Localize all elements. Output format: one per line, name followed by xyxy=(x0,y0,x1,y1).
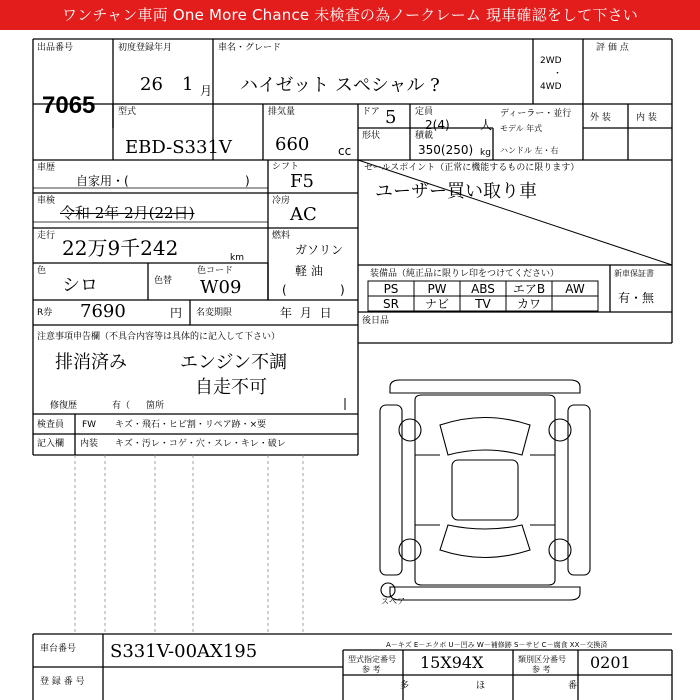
fuel-paren-open: ( xyxy=(282,283,287,297)
inspector-label: 検査員 xyxy=(37,420,65,430)
lot-number: 7065 xyxy=(42,92,96,119)
displacement-value: 660 xyxy=(275,134,310,155)
type-label: 形状 xyxy=(362,131,381,141)
doors-value: 5 xyxy=(385,107,397,128)
color-change-label: 色替 xyxy=(154,276,173,286)
load-unit: kg xyxy=(480,148,491,158)
inspector-fw: FW xyxy=(82,420,97,430)
lot-number-label: 出品番号 xyxy=(37,43,74,53)
equipment-abs: ABS xyxy=(471,282,495,296)
sales-point-label: セールスポイント（正常に機能するものに限ります） xyxy=(364,163,580,173)
model-value: EBD-S331V xyxy=(125,137,232,158)
notes-line2: 自走不可 xyxy=(195,377,267,398)
category-value: 0201 xyxy=(590,653,631,672)
capacity-value: 2(4) xyxy=(425,118,450,132)
recycle-value: 7690 xyxy=(80,301,126,322)
chassis-label: 車台番号 xyxy=(40,644,77,654)
equipment-ps: PS xyxy=(383,282,399,296)
footer-mark-1: 多 xyxy=(400,681,410,691)
equipment-airbag: エアB xyxy=(512,282,546,296)
load-value: 350(250) xyxy=(418,143,474,157)
model-label: 型式 xyxy=(118,107,137,117)
first-registration-label: 初度登録年月 xyxy=(118,43,173,53)
type-designation-value: 15X94X xyxy=(420,653,484,672)
equipment-aw: AW xyxy=(565,282,585,296)
inspection-value: 令和 2年 2月(22日) xyxy=(60,204,195,222)
inspection-label: 車検 xyxy=(37,196,56,206)
ref-label-2: 参 考 xyxy=(532,665,551,674)
mileage-value: 22万9千242 xyxy=(62,236,179,260)
interior-label: 内 装 xyxy=(636,113,657,123)
ac-value: AC xyxy=(290,204,317,225)
notes-line1-left: 排消済み xyxy=(55,352,127,373)
history-value-end: ) xyxy=(245,174,250,188)
category-label: 類別区分番号 xyxy=(518,655,566,664)
equipment-pw: PW xyxy=(427,282,447,296)
color-label: 色 xyxy=(37,266,47,276)
load-label: 積載 xyxy=(415,131,434,141)
capacity-label: 定員 xyxy=(415,107,434,117)
month-unit: 月 xyxy=(200,84,213,98)
recorder-label: 記入欄 xyxy=(37,439,65,449)
footer-mark-2: ほ xyxy=(476,681,486,691)
shift-value: F5 xyxy=(290,171,314,192)
spare-label: スペア xyxy=(381,597,405,606)
footer-mark-3: 番 xyxy=(568,681,578,691)
chassis-value: S331V-00AX195 xyxy=(110,641,258,662)
recorder-interior: 内装 xyxy=(80,439,99,449)
handle-label: ハンドル 左・右 xyxy=(500,146,559,155)
displacement-unit: cc xyxy=(338,144,352,158)
capacity-unit: 人 xyxy=(480,118,493,132)
equipment-tv: TV xyxy=(475,297,491,311)
mileage-unit: km xyxy=(230,253,244,263)
displacement-label: 排気量 xyxy=(268,107,296,117)
new-car-warranty-label: 新車保証書 xyxy=(614,269,654,278)
extras-label: 後日品 xyxy=(362,316,390,326)
color-value: シロ xyxy=(62,275,98,296)
notes-label: 注意事項申告欄（不具合内容等は具体的に記入して下さい） xyxy=(37,332,281,342)
equipment-sr: SR xyxy=(383,297,399,311)
equipment-leather: カワ xyxy=(516,297,541,311)
recycle-unit: 円 xyxy=(170,306,183,320)
repair-history-value: 有（ xyxy=(112,401,131,411)
mileage-label: 走行 xyxy=(37,231,56,241)
score-label: 評 価 点 xyxy=(596,43,629,53)
history-value: 自家用・( xyxy=(76,174,129,188)
type-designation-label: 型式指定番号 xyxy=(348,655,396,664)
sales-point-value: ユーザー買い取り車 xyxy=(375,181,537,202)
equipment-navi: ナビ xyxy=(424,297,449,311)
equipment-label: 装備品（純正品に限りレ印をつけてください） xyxy=(370,269,560,279)
fuel-gasoline: ガソリン xyxy=(295,243,344,257)
history-label: 車歴 xyxy=(37,163,56,173)
first-registration-year: 26 xyxy=(140,74,163,95)
name-change-label: 名変期限 xyxy=(196,308,233,318)
model-year-label: モデル 年式 xyxy=(500,124,543,133)
color-code-value: W09 xyxy=(200,277,242,298)
plate-label: 登 録 番 号 xyxy=(40,677,85,687)
exterior-label: 外 装 xyxy=(590,113,611,123)
damage-legend: A－キズ E－エクボ U－凹み W－補修跡 S－サビ C－腐食 XX－交換済 xyxy=(386,641,608,649)
fuel-diesel: 軽 油 xyxy=(295,264,323,278)
repair-history-suffix: 箇所 xyxy=(146,401,165,411)
car-diagram xyxy=(370,375,600,605)
drive-dot: ・ xyxy=(553,69,563,79)
notes-line1-right: エンジン不調 xyxy=(180,352,288,373)
drive-2wd: 2WD xyxy=(540,56,562,66)
banner: ワンチャン車両 One More Chance 未検査の為ノークレーム 現車確認をして下さい xyxy=(0,0,700,30)
new-car-warranty-value: 有・無 xyxy=(618,291,655,305)
repair-history-label: 修復歴 xyxy=(50,401,78,411)
fuel-label: 燃料 xyxy=(272,231,291,241)
drive-4wd: 4WD xyxy=(540,82,562,92)
first-registration-month: 1 xyxy=(182,74,194,95)
car-name-label: 車名・グレード xyxy=(218,43,282,53)
shift-label: シフト xyxy=(272,162,300,172)
recorder-items: キズ・汚レ・コゲ・穴・スレ・キレ・破レ xyxy=(115,439,286,449)
car-name-value: ハイゼット スペシャル ? xyxy=(240,75,440,96)
inspector-items: キズ・飛石・ヒビ割・リペア跡・×要 xyxy=(115,420,267,430)
ref-label: 参 考 xyxy=(362,665,381,674)
recycle-label: R券 xyxy=(37,308,53,318)
dealer-label: ディーラー・並行 xyxy=(500,109,572,119)
fuel-paren-close: ) xyxy=(340,283,345,297)
color-code-label: 色コード xyxy=(197,266,234,276)
doors-label: ドア xyxy=(362,107,380,117)
ac-label: 冷房 xyxy=(272,196,291,206)
name-change-value: 年 月 日 xyxy=(280,306,332,320)
